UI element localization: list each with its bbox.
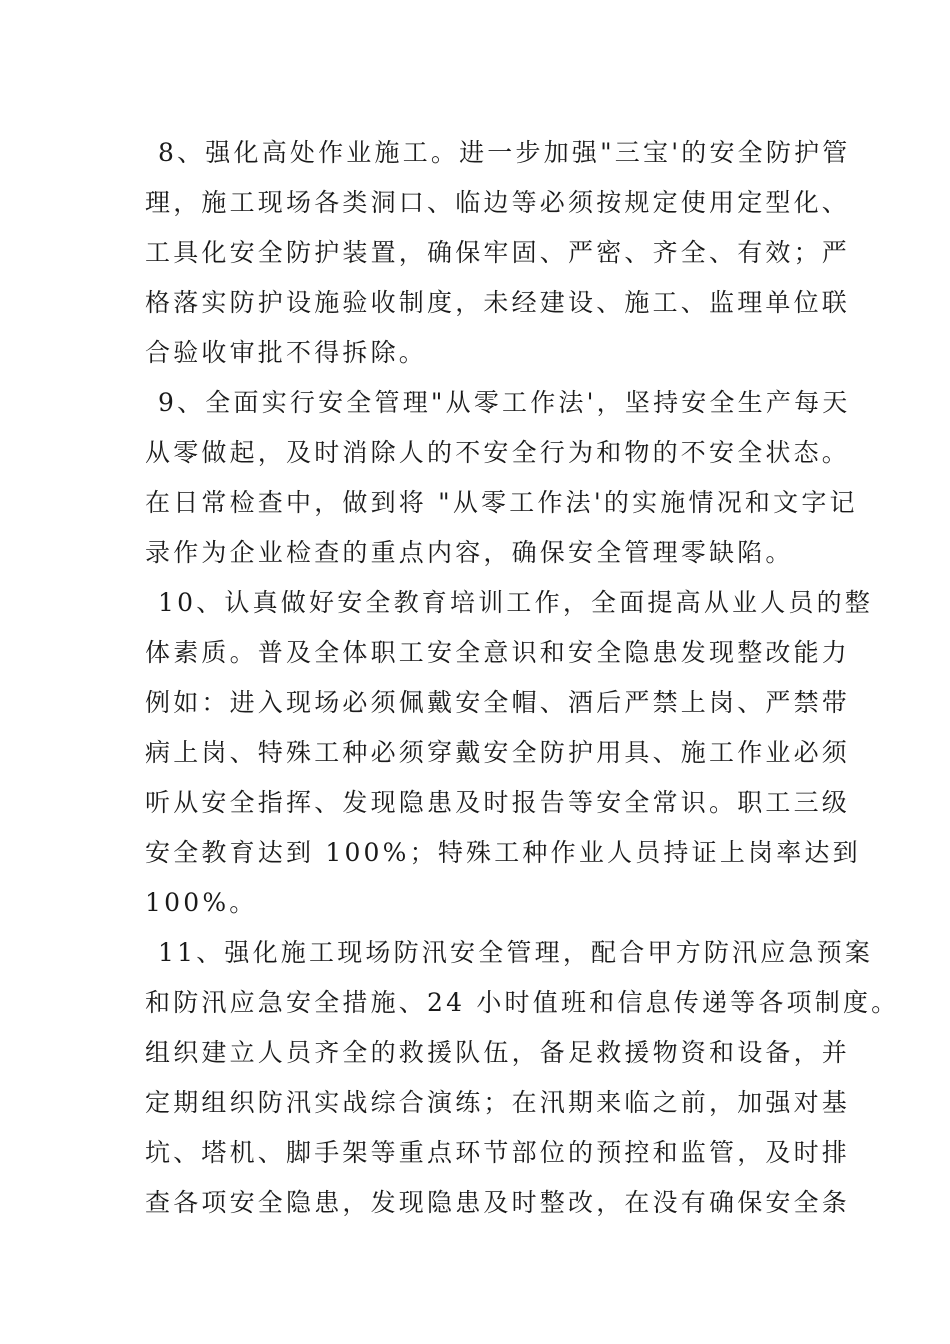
paragraph-10-line-4: 病上岗、特殊工种必须穿戴安全防护用具、施工作业必须 bbox=[145, 738, 851, 767]
paragraph-10-line-7: 100%。 bbox=[145, 888, 258, 917]
paragraph-10-line-3: 例如：进入现场必须佩戴安全帽、酒后严禁上岗、严禁带 bbox=[145, 688, 851, 717]
paragraph-8-line-3: 工具化安全防护装置，确保牢固、严密、齐全、有效；严 bbox=[145, 238, 851, 267]
paragraph-10-line-6: 安全教育达到 100%；特殊工种作业人员持证上岗率达到 bbox=[145, 838, 861, 867]
paragraph-11-line-5: 坑、塔机、脚手架等重点环节部位的预控和监管，及时排 bbox=[145, 1138, 851, 1167]
paragraph-9-line-1: 9、全面实行安全管理"从零工作法'，坚持安全生产每天 bbox=[158, 388, 851, 417]
paragraph-8-line-2: 理，施工现场各类洞口、临边等必须按规定使用定型化、 bbox=[145, 188, 851, 217]
paragraph-11-line-4: 定期组织防汛实战综合演练；在汛期来临之前，加强对基 bbox=[145, 1088, 851, 1117]
paragraph-9-line-2: 从零做起，及时消除人的不安全行为和物的不安全状态。 bbox=[145, 438, 851, 467]
paragraph-10-line-2: 体素质。普及全体职工安全意识和安全隐患发现整改能力 bbox=[145, 638, 851, 667]
paragraph-11-line-1: 11、强化施工现场防汛安全管理，配合甲方防汛应急预案 bbox=[158, 938, 874, 967]
paragraph-11-line-6: 查各项安全隐患，发现隐患及时整改，在没有确保安全条 bbox=[145, 1188, 851, 1217]
paragraph-9-line-4: 录作为企业检查的重点内容，确保安全管理零缺陷。 bbox=[145, 538, 794, 567]
paragraph-10-line-1: 10、认真做好安全教育培训工作，全面提高从业人员的整 bbox=[158, 588, 874, 617]
paragraph-8-line-5: 合验收审批不得拆除。 bbox=[145, 338, 428, 367]
paragraph-9-line-3: 在日常检查中，做到将 "从零工作法'的实施情况和文字记 bbox=[145, 488, 858, 517]
paragraph-11-line-2: 和防汛应急安全措施、24 小时值班和信息传递等各项制度。 bbox=[145, 988, 900, 1017]
paragraph-10-line-5: 听从安全指挥、发现隐患及时报告等安全常识。职工三级 bbox=[145, 788, 851, 817]
paragraph-8-line-4: 格落实防护设施验收制度，未经建设、施工、监理单位联 bbox=[145, 288, 851, 317]
paragraph-8-line-1: 8、强化高处作业施工。进一步加强"三宝'的安全防护管 bbox=[158, 138, 851, 167]
paragraph-11-line-3: 组织建立人员齐全的救援队伍，备足救援物资和设备，并 bbox=[145, 1038, 851, 1067]
